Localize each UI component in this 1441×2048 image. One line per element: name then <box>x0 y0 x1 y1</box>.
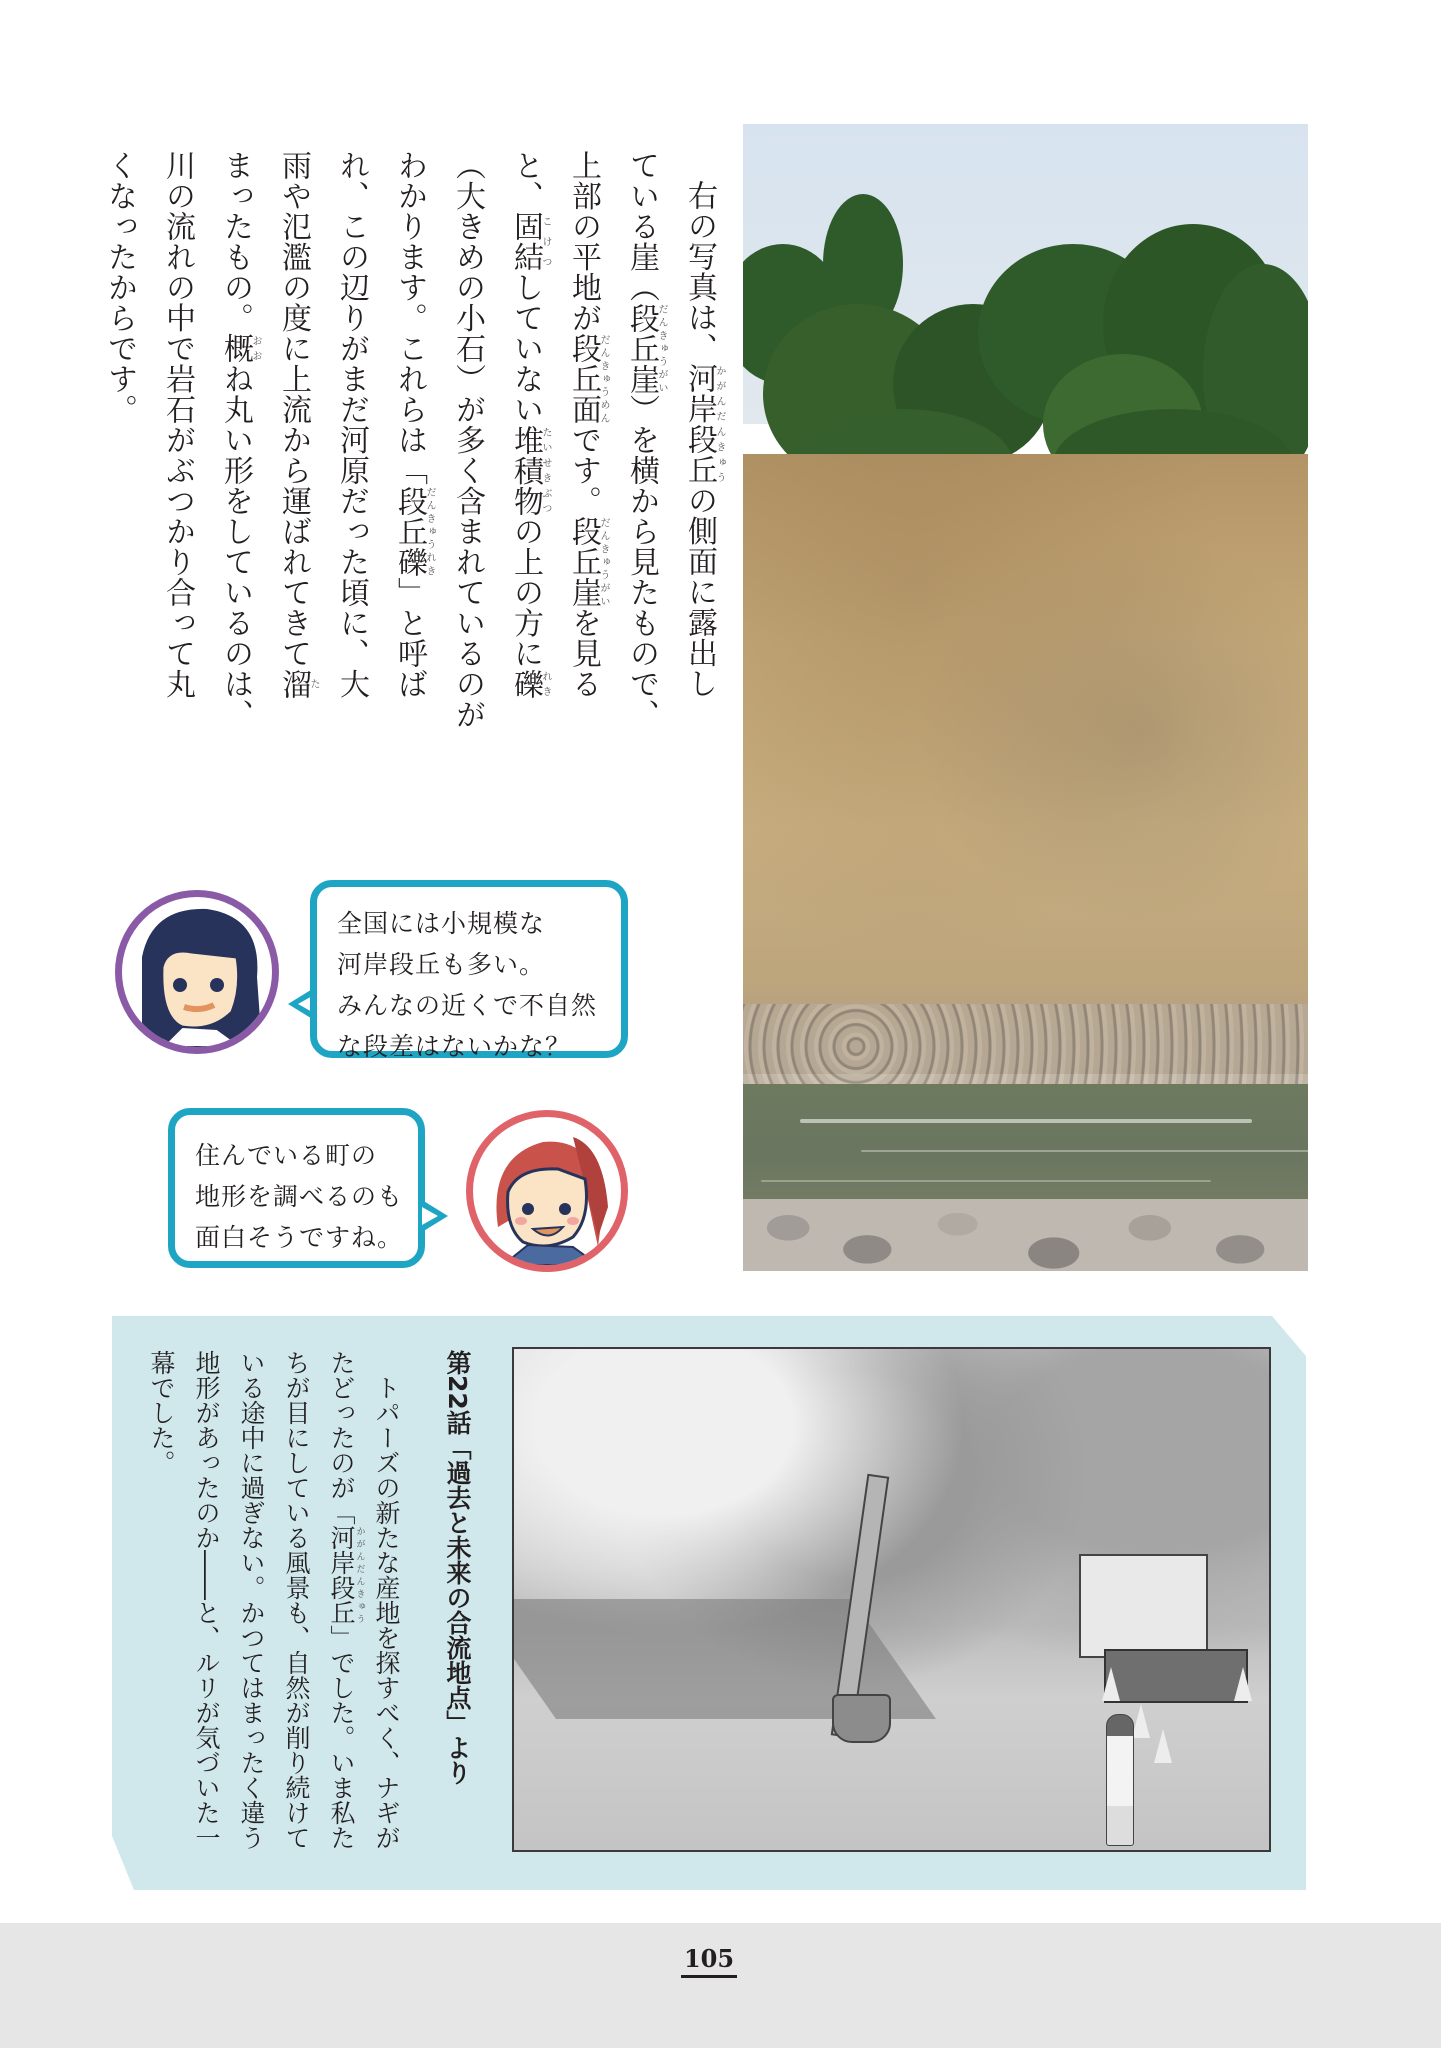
photo-cliff <box>743 454 1308 1074</box>
speech-bubble-tail <box>422 1200 448 1232</box>
ruby-term: 段丘面だんきゅうめん <box>566 333 609 425</box>
bubble-line: 全国には小規模な <box>337 909 546 938</box>
excavator-cab <box>1079 1554 1208 1658</box>
bubble-line: みんなの近くで不自然 <box>337 991 598 1020</box>
avatar-dark-haired-girl <box>115 890 279 1054</box>
photo-river <box>743 1084 1308 1199</box>
ruby-term: 溜た <box>276 668 319 699</box>
ruby-term: 固結こけつ <box>508 211 551 272</box>
ruby-term: 河岸段丘かがんだんきゅう <box>682 363 725 485</box>
river-terrace-photo <box>743 124 1308 1271</box>
traffic-cone-icon <box>1102 1667 1120 1701</box>
ruby-term: 段丘崖だんきゅうがい <box>566 516 609 608</box>
bubble-line: 地形を調べるのも <box>195 1182 404 1211</box>
paragraph: 右の写真は、河岸段丘かがんだんきゅうの側面に露出し ている崖（段丘崖だんきゅうがい）を横から見たもので、 上部の平地が段丘面だんきゅうめんです。段丘崖だんきゅうがいを見る と、固結こけつしていない堆積物たいせきぶつの上の方に礫れき （大きめの小石）が多く含まれているのが わかります。これらは「段丘礫だんきゅうれき」と呼ば れ、この辺りがまだ河原だった頃に、大 雨や氾濫の度に上流から運ばれてきて溜た まったもの。概おおね丸い形をしているのは、 川の流れの中で岩石がぶつかり合って丸 くなったからです。 <box>102 150 725 730</box>
excavator-bucket <box>832 1694 891 1743</box>
page-footer <box>0 1923 1441 2048</box>
bubble-line: 住んでいる町の <box>195 1141 378 1170</box>
dark-haired-girl-icon <box>122 897 272 1047</box>
excavator-track <box>1104 1649 1248 1703</box>
traffic-cone-icon <box>1154 1729 1172 1763</box>
traffic-cone-icon <box>1234 1667 1252 1701</box>
ruby-term: 概おお <box>218 333 261 364</box>
ruby-term: 堆積物たいせきぶつ <box>508 424 551 516</box>
paragraph: トパーズの新たな産地を探すべく、ナギが たどったのが「河岸段丘かがんだんきゅう」でした。いま私た ちが目にしている風景も、自然が削り続けて いる途中に過ぎない。かつてはまったく違う 地形があったのか――と、ルリが気づいた一 幕でした。 <box>147 1350 401 1850</box>
bubble-line: 面白そうですね。 <box>195 1223 404 1252</box>
manga-source-title: 第22話「過去と未来の合流地点」より <box>443 1350 472 1785</box>
manga-panel-image <box>512 1347 1271 1852</box>
manga-girl-figure <box>1106 1714 1134 1846</box>
manga-caption-body <box>139 1350 409 1850</box>
bubble-line: な段差はないかな？ <box>337 1032 572 1061</box>
speech-bubble-red-haired-girl <box>168 1108 425 1268</box>
ruby-term: 礫れき <box>508 668 551 699</box>
avatar-red-haired-girl <box>466 1110 628 1272</box>
bubble-line: 河岸段丘も多い。 <box>337 950 546 979</box>
photo-riverbed-stones <box>743 1199 1308 1271</box>
red-haired-girl-icon <box>473 1117 621 1265</box>
page-number: 105 <box>681 1944 737 1978</box>
speech-bubble-dark-haired-girl <box>310 880 628 1061</box>
ruby-term: 段丘崖だんきゅうがい <box>624 302 667 394</box>
traffic-cone-icon <box>1132 1704 1150 1738</box>
body-text <box>102 150 728 730</box>
ruby-term: 河岸段丘かがんだんきゅう <box>327 1525 365 1625</box>
photo-rubble <box>743 1004 1308 1089</box>
ruby-term: 段丘礫だんきゅうれき <box>392 485 435 577</box>
manga-caption <box>130 1350 480 1850</box>
